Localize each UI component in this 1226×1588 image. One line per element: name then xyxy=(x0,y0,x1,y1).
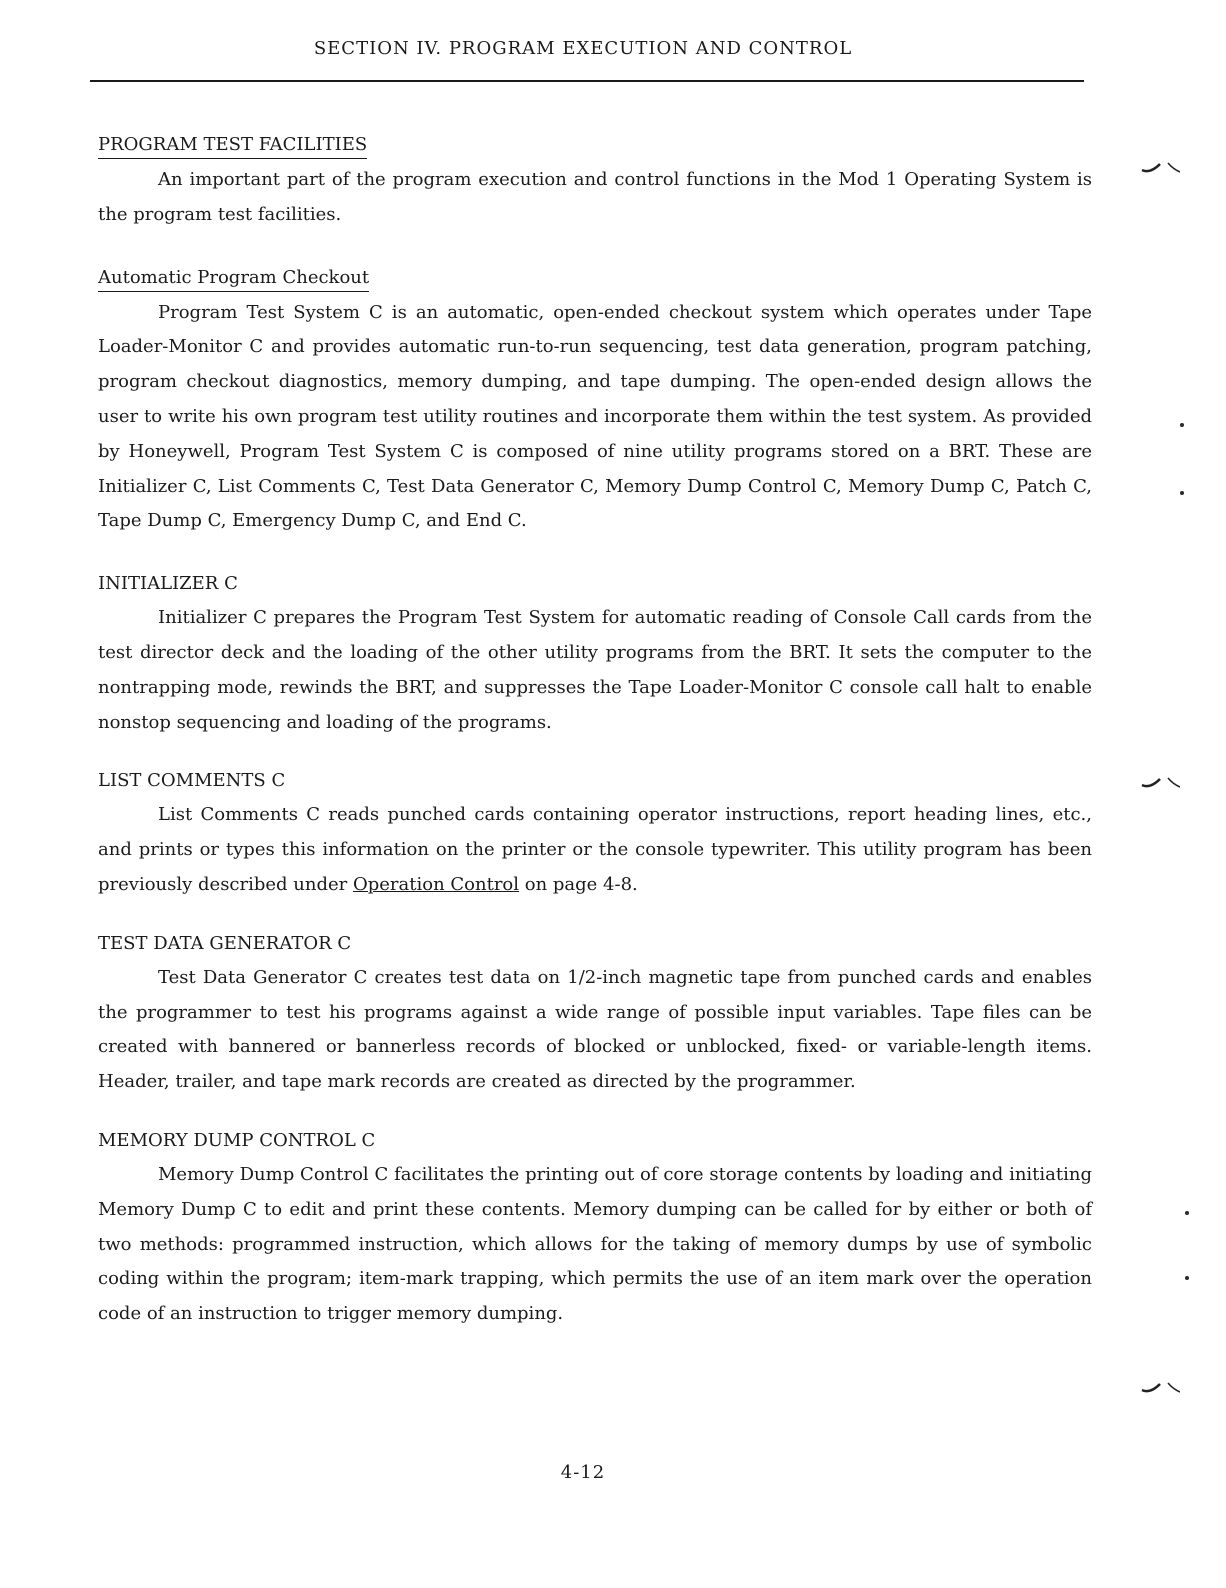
scan-dot-icon xyxy=(1185,1276,1189,1280)
section-automatic-program-checkout xyxy=(98,261,1092,540)
section-heading: Automatic Program Checkout xyxy=(98,265,369,292)
section-body xyxy=(98,1158,1092,1332)
section-heading: PROGRAM TEST FACILITIES xyxy=(98,132,367,159)
operation-control-link[interactable]: Operation Control xyxy=(352,873,520,895)
section-body xyxy=(98,601,1092,740)
section-heading: TEST DATA GENERATOR C xyxy=(98,932,352,954)
section-body xyxy=(98,296,1092,540)
page-header: SECTION IV. PROGRAM EXECUTION AND CONTROL xyxy=(313,38,853,59)
section-body xyxy=(98,798,1092,902)
scan-dot-icon xyxy=(1180,423,1184,427)
section-list-comments-c xyxy=(98,766,1092,902)
section-body-text: List Comments C reads punched cards containing operator instructions, report heading lines, etc., and prints or types this information on the printer or the console typewriter. This utility program has been previously described under xyxy=(98,804,1092,895)
section-body-text: Memory Dump Control C facilitates the printing out of core storage contents by loading and initiating Memory Dump C to edit and print these contents. Memory dumping can be called for by either or both of two methods: programmed instruction, which allows for the taking of memory dumps by use of symbolic coding within the program; item-mark trapping, which permits the use of an item mark over the operation code of an instruction to trigger memory dumping. xyxy=(98,1163,1092,1325)
section-body-text: An important part of the program execution and control functions in the Mod 1 Operating System is the program test facilities. xyxy=(98,169,1092,225)
page-content xyxy=(98,128,1092,1356)
section-heading: LIST COMMENTS C xyxy=(98,770,286,792)
section-heading: INITIALIZER C xyxy=(98,573,238,595)
section-test-data-generator-c xyxy=(98,929,1092,1100)
scan-dot-icon xyxy=(1185,1211,1189,1215)
section-heading: MEMORY DUMP CONTROL C xyxy=(98,1129,376,1151)
section-body-text: Initializer C prepares the Program Test System for automatic reading of Console Call cards from the test director deck and the loading of the other utility programs from the BRT. It sets the computer to the nontrapping mode, rewinds the BRT, and suppresses the Tape Loader-Monitor C console call halt to enable nonstop sequencing and loading of the programs. xyxy=(98,607,1092,733)
section-body xyxy=(98,163,1092,233)
section-program-test-facilities xyxy=(98,128,1092,233)
header-rule xyxy=(90,80,1084,82)
section-body-text: Test Data Generator C creates test data on 1/2-inch magnetic tape from punched cards and enables the programmer to test his programs against a wide range of possible input variables. Tape files can be created with bannered or bannerless records of blocked or unblocked, fixed- or variable-length items. Header, trailer, and tape mark records are created as directed by the programmer. xyxy=(98,966,1092,1093)
scan-mark-icon xyxy=(1140,1380,1180,1394)
section-body-text-end: on page 4-8. xyxy=(519,873,638,895)
section-memory-dump-control-c xyxy=(98,1126,1092,1332)
scan-mark-icon xyxy=(1140,160,1180,174)
page-number: 4-12 xyxy=(560,1462,606,1483)
scan-dot-icon xyxy=(1180,491,1184,495)
section-body xyxy=(98,961,1092,1100)
section-initializer-c xyxy=(98,569,1092,740)
scan-mark-icon xyxy=(1140,775,1180,789)
section-body-text: Program Test System C is an automatic, open-ended checkout system which operates under Tape Loader-Monitor C and provides automatic run-to-run sequencing, test data generation, program patching, program checkout diagnostics, memory dumping, and tape dumping. The open-ended design allows the user to write his own program test utility routines and incorporate them within the test system. As provided by Honeywell, Program Test System C is composed of nine utility programs stored on a BRT. These are Initializer C, List Comments C, Test Data Generator C, Memory Dump Control C, Memory Dump C, Patch C, Tape Dump C, Emergency Dump C, and End C. xyxy=(98,301,1092,532)
